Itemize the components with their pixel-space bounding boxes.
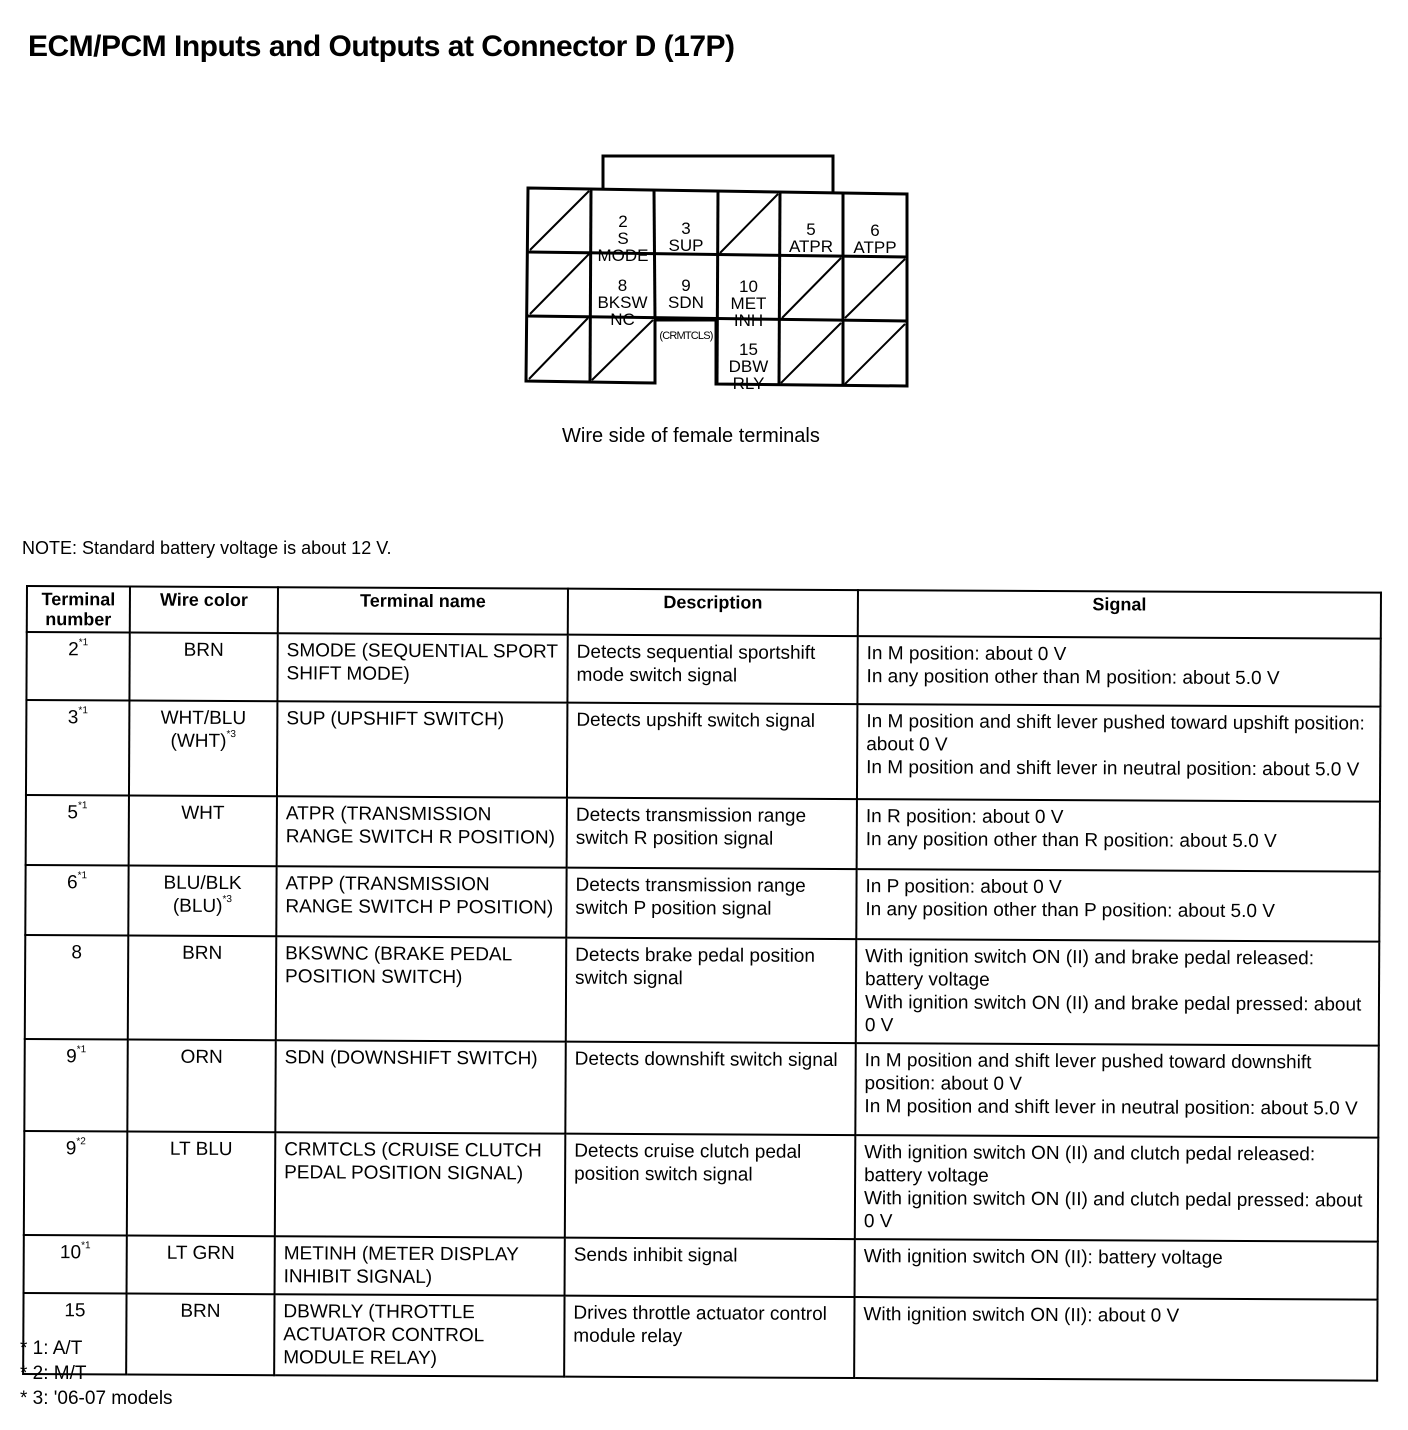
description-cell: Sends inhibit signal	[565, 1238, 855, 1297]
signal-cell	[855, 1135, 1379, 1242]
terminal-number: 5	[67, 802, 79, 824]
terminal-name-cell: SUP (UPSHIFT SWITCH)	[277, 701, 567, 797]
signal-cell	[857, 636, 1380, 707]
wire-color-cell	[129, 633, 277, 702]
wire-color: WHT	[181, 802, 225, 824]
wire-color-cell	[127, 1236, 275, 1295]
table-row	[25, 865, 1379, 942]
terminal-number: 15	[64, 1300, 86, 1322]
header-wire-color: Wire color	[130, 587, 278, 634]
footnote: * 2: M/T	[20, 1363, 87, 1384]
signal-line: With ignition switch ON (II) and brake pedal released: battery voltage	[865, 946, 1315, 991]
wire-color-cell	[127, 1040, 275, 1133]
terminal-number: 8	[71, 942, 83, 964]
footnotes	[20, 1336, 173, 1411]
wire-color: LT BLU	[169, 1138, 233, 1161]
wire-color: BRN	[180, 1300, 221, 1322]
terminal-number-cell	[26, 632, 129, 701]
terminal-number: 9	[66, 1046, 77, 1068]
description-cell: Detects downshift switch signal	[565, 1042, 855, 1135]
header-description: Description	[568, 589, 858, 636]
footnote-mark: *1	[76, 1044, 87, 1056]
terminal-number-cell	[24, 1235, 127, 1294]
footnote-mark: *3	[226, 728, 236, 741]
wire-color: LT GRN	[166, 1242, 235, 1265]
footnote-mark: *1	[77, 870, 88, 882]
wire-color: BLU/BLK	[163, 872, 242, 895]
signal-line: In M position and shift lever in neutral position: about 5.0 V	[864, 1096, 1358, 1120]
terminal-10-label: 10 MET INH	[730, 277, 767, 330]
signal-line: In any position other than R position: about 5.0 V	[865, 829, 1277, 853]
table-row	[24, 1039, 1378, 1138]
io-table	[22, 585, 1382, 1382]
signal-cell	[857, 704, 1380, 802]
terminal-name-cell: DBWRLY (THROTTLE ACTUATOR CONTROL MODULE RELAY)	[274, 1294, 564, 1376]
signal-line: In M position and shift lever pushed toward upshift position: about 0 V	[866, 711, 1365, 756]
terminal-number-cell	[24, 1039, 127, 1132]
terminal-number-cell	[25, 865, 128, 936]
page-title: ECM/PCM Inputs and Outputs at Connector D (17P)	[28, 30, 735, 63]
footnote-mark: *1	[78, 705, 88, 717]
description-cell: Drives throttle actuator control module relay	[564, 1296, 854, 1378]
wire-color-cell	[129, 796, 277, 867]
signal-line: With ignition switch ON (II): about 0 V	[863, 1304, 1180, 1327]
signal-line: In M position: about 0 V	[866, 643, 1067, 666]
terminal-number: 9	[65, 1138, 77, 1160]
footnote-mark: *1	[81, 1240, 91, 1252]
description-cell: Detects upshift switch signal	[567, 703, 857, 799]
signal-line: In M position and shift lever pushed toward downshift position: about 0 V	[864, 1050, 1312, 1095]
terminal-number: 3	[67, 707, 79, 729]
terminal-6-label: 6 ATPP	[853, 221, 897, 257]
table-row	[25, 935, 1379, 1046]
signal-line: With ignition switch ON (II) and clutch pedal pressed: about 0 V	[863, 1188, 1363, 1233]
wire-color: BRN	[182, 942, 223, 964]
signal-cell	[855, 1043, 1378, 1138]
terminal-name-cell: METINH (METER DISPLAY INHIBIT SIGNAL)	[275, 1236, 565, 1295]
terminal-name-cell: ATPR (TRANSMISSION RANGE SWITCH R POSITION)	[277, 796, 567, 867]
description-cell: Detects cruise clutch pedal position switch signal	[565, 1134, 856, 1239]
footnote-mark: *3	[222, 893, 233, 906]
terminal-5-label: 5 ATPR	[788, 220, 834, 256]
footnote-mark: *2	[76, 1136, 86, 1148]
signal-cell	[856, 869, 1379, 942]
terminal-3-label: 3 SUP	[668, 219, 704, 255]
footnote: * 3: '06-07 models	[20, 1388, 173, 1409]
header-signal: Signal	[858, 590, 1381, 639]
signal-line: In any position other than P position: about 5.0 V	[865, 899, 1275, 923]
terminal-2-label: 2 S MODE	[597, 212, 649, 265]
terminal-number-cell	[25, 935, 129, 1040]
terminal-8-label: 8 BKSW NC	[597, 276, 648, 329]
signal-cell	[854, 1297, 1377, 1381]
header-terminal-number: Terminal number	[27, 586, 130, 633]
wire-color: ORN	[180, 1046, 223, 1068]
description-cell: Detects transmission range switch P position signal	[566, 868, 856, 939]
footnote-mark: *1	[78, 637, 89, 649]
terminal-name-cell: BKSWNC (BRAKE PEDAL POSITION SWITCH)	[276, 936, 567, 1041]
signal-cell	[857, 799, 1380, 872]
connector-caption: Wire side of female terminals	[562, 425, 820, 447]
signal-line: In R position: about 0 V	[865, 806, 1064, 829]
description-cell: Detects sequential sportshift mode switch signal	[567, 635, 857, 704]
terminal-number: 10	[59, 1242, 82, 1264]
terminal-number-cell	[26, 795, 129, 866]
wire-color-cell	[129, 701, 277, 797]
terminal-15-label: 15 DBW RLY	[728, 340, 769, 393]
wire-color-alt: (BLU)	[172, 895, 223, 917]
signal-line: In any position other than M position: about 5.0 V	[866, 666, 1280, 690]
note: NOTE: Standard battery voltage is about 12 V.	[22, 538, 392, 558]
wire-color-cell	[128, 866, 276, 937]
terminal-name-cell: SMODE (SEQUENTIAL SPORT SHIFT MODE)	[277, 633, 567, 702]
signal-line: With ignition switch ON (II) and clutch pedal released: battery voltage	[864, 1142, 1316, 1187]
terminal-number: 6	[66, 872, 78, 894]
signal-cell	[855, 1239, 1378, 1300]
wire-color: WHT/BLU	[160, 707, 247, 730]
terminal-name-cell: SDN (DOWNSHIFT SWITCH)	[275, 1040, 565, 1133]
description-cell: Detects transmission range switch R position signal	[567, 798, 857, 869]
terminal-number-cell	[24, 1131, 128, 1236]
table-header-row	[27, 586, 1381, 639]
footnote-mark: *1	[77, 800, 88, 812]
table-row	[24, 1235, 1378, 1300]
terminal-name-cell: CRMTCLS (CRUISE CLUTCH PEDAL POSITION SIGNAL)	[275, 1132, 566, 1237]
signal-line: With ignition switch ON (II) and brake pedal pressed: about 0 V	[864, 992, 1362, 1037]
header-terminal-name: Terminal name	[278, 587, 568, 634]
wire-color-cell	[127, 1132, 276, 1237]
signal-line: With ignition switch ON (II): battery voltage	[863, 1246, 1223, 1269]
table-row	[26, 632, 1380, 707]
table-row	[23, 1293, 1377, 1381]
connector-diagram	[0, 0, 1408, 470]
table-row	[26, 700, 1380, 802]
signal-line: In P position: about 0 V	[865, 876, 1062, 899]
terminal-number-cell	[26, 700, 129, 796]
table-row	[24, 1131, 1378, 1242]
terminal-name-cell: ATPP (TRANSMISSION RANGE SWITCH P POSITION)	[276, 866, 566, 937]
footnote: * 1: A/T	[20, 1338, 83, 1359]
terminal-9-label: 9 SDN (CRMTCLS)	[659, 276, 713, 342]
wire-color-cell	[128, 936, 277, 1041]
signal-cell	[856, 939, 1380, 1046]
wire-color-alt: (WHT)	[170, 730, 227, 752]
table-row	[26, 795, 1380, 872]
wire-color: BRN	[183, 639, 224, 661]
signal-line: In M position and shift lever in neutral position: about 5.0 V	[866, 757, 1360, 781]
description-cell: Detects brake pedal position switch signal	[566, 938, 857, 1043]
terminal-number: 2	[68, 639, 79, 661]
